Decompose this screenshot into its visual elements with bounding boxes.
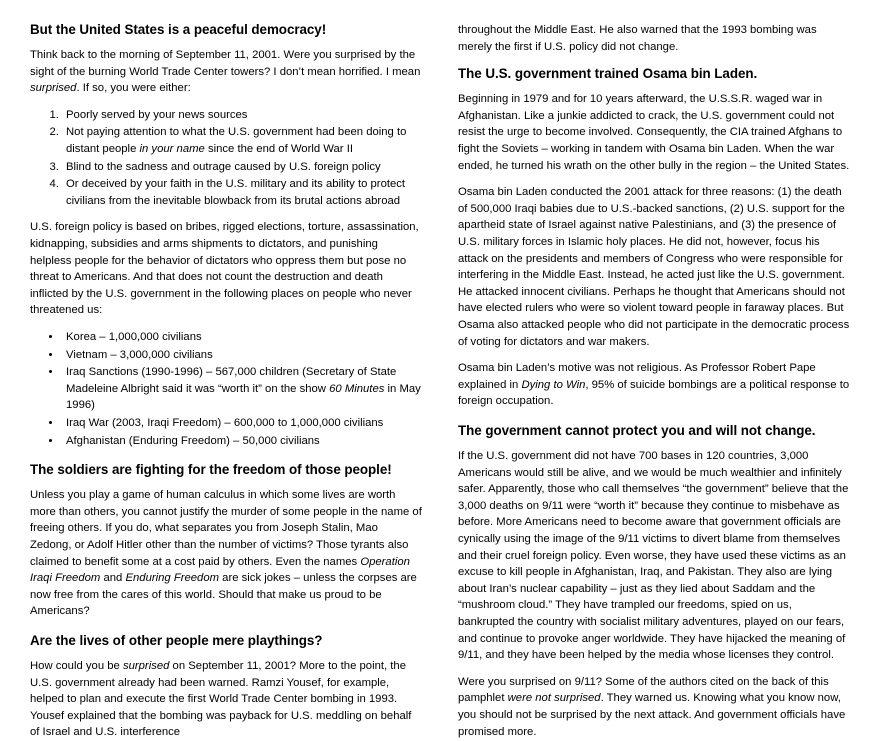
list-item [62, 364, 422, 414]
emphasis-surprised-2: surprised [122, 660, 170, 673]
paragraph-motive-not-religious [458, 360, 850, 410]
text-segment: . If so, you were either: [76, 82, 191, 95]
heading-peaceful-democracy: But the United States is a peaceful democracy! [30, 22, 327, 37]
text-segment: Think back to the morning of September 11, 2001. Were you surprised by the sight of the burning World Trade Center towers? I don’t mean horrified. I mean [30, 49, 421, 78]
text-segment: and [100, 572, 126, 585]
emphasis-60-minutes: 60 Minutes [329, 382, 385, 395]
text-segment: Not paying attention to what the U.S. government had been doing to distant people [66, 126, 407, 156]
text-segment: Afghanistan (Enduring Freedom) – 50,000 civilians [66, 434, 320, 447]
emphasis-enduring-freedom: Enduring Freedom [125, 572, 220, 585]
text-segment: Or deceived by your faith in the U.S. military and its ability to protect civilians from the inevitable blowback from its brutal actions abroad [66, 178, 406, 207]
paragraph-foreign-policy: U.S. foreign policy is based on bribes, rigged elections, torture, assassination, kidnapping, subsidies and arms shipments to dictators, and punishing helpless people for the behavior of dictators who oppress them but pose no threat to Americans. And that does not count the destruction and death inflicted by the U.S. government in the following places on people who never threatened us: [30, 221, 419, 317]
left-column [30, 22, 422, 739]
list-casualties [30, 329, 422, 449]
paragraph-three-reasons: Osama bin Laden conducted the 2001 attack for three reasons: (1) the death of 500,000 Iraqi babies due to U.S.-backed sanctions, (2) U.S. support for the apartheid state of Israel against native Palestinians, and (3) the presence of U.S. military forces in Islamic holy places. He did not, however, focus his attack on the presidents and members of Congress who were responsible for interfering in the Middle East. Instead, he acted just like the U.S. government. He attacked innocent civilians. Perhaps he thought that Americans should not have elected rulers who were so violent toward people in faraway places. But Osama also attacked people who did not participate in the democratic process of voting for dictators and war makers. [458, 186, 850, 348]
emphasis-operation-iraqi-freedom: Operation Iraqi Freedom [30, 555, 410, 585]
emphasis-were-not-surprised: were not surprised [507, 692, 601, 705]
list-item [62, 159, 422, 176]
text-segment: in May 1996) [66, 382, 421, 412]
heading-trained-bin-laden: The U.S. government trained Osama bin Laden. [458, 66, 758, 82]
text-segment: Iraq Sanctions (1990-1996) – 567,000 children (Secretary of State Madeleine Albright said it was “worth it” on the show [66, 366, 397, 395]
text-segment: How could you be [30, 660, 123, 673]
text-segment: Korea – 1,000,000 civilians [66, 330, 202, 343]
paragraph-middle-east-continued: throughout the Middle East. He also warned that the 1993 bombing was merely the first if U.S. policy did not change. [458, 24, 817, 53]
text-segment: Were you surprised on 9/11? Some of the authors cited on the back of this pamphlet [458, 675, 829, 705]
text-segment: Poorly served by your news sources [66, 108, 248, 121]
paragraph-soviet-afghanistan: Beginning in 1979 and for 10 years afterward, the U.S.S.R. waged war in Afghanistan. Like a junkie addicted to crack, the U.S. government could not resist the urge to become involved. Consequently, the CIA trained Afghans to fight the Soviets – working in tandem with Osama bin Laden. When the war ended, he turned his wrath on the other bully in the region – the United States. [458, 93, 850, 172]
text-segment: Unless you play a game of human calculus in which some lives are worth more than others, you cannot justify the murder of some people in the name of freeing others. If you do, what separates you from Joseph Stalin, Mao Zedong, or Adolf Hitler other than the number of victims? Those tyrants also claimed to benefit some at a cost paid by others. Even the names [30, 489, 422, 568]
list-item [62, 176, 422, 209]
text-segment: Vietnam – 3,000,000 civilians [66, 348, 213, 361]
list-item [62, 433, 422, 450]
list-item [62, 329, 422, 346]
heading-soldiers-freedom: The soldiers are fighting for the freedom of those people! [30, 462, 392, 478]
heading-cannot-protect: The government cannot protect you and will not change. [458, 422, 816, 438]
list-item [62, 124, 422, 157]
list-reasons-either [30, 107, 422, 210]
paragraph-were-you-surprised [458, 674, 850, 740]
right-column [458, 22, 850, 738]
paragraph-yousef-warning [30, 658, 422, 741]
text-segment: since the end of World War II [204, 143, 353, 156]
text-segment: Iraq War (2003, Iraqi Freedom) – 600,000 to 1,000,000 civilians [66, 416, 384, 429]
text-segment: on September 11, 2001? More to the point, the U.S. government already had been warned. Ramzi Yousef, for example, helped to plan and execute the first World Trade Center bombing in 1993. Yousef explained that the bombing was payback for U.S. meddling on behalf of Israel and U.S. interference [30, 660, 412, 739]
emphasis-surprised: surprised [30, 82, 77, 95]
list-item [62, 415, 422, 432]
paragraph-think-back [30, 47, 422, 97]
paragraph-human-calculus [30, 487, 422, 620]
text-segment: are sick jokes – unless the corpses are now free from the cares of this world. Should that make us proud to be Americans? [30, 572, 417, 618]
list-item [62, 107, 422, 124]
paragraph-700-bases: If the U.S. government did not have 700 bases in 120 countries, 3,000 Americans would still be alive, and we would be much wealthier and infinitely safer. Apparently, those who call themselves “the government” believe that the 3,000 deaths on 9/11 were “worth it” because they continue to misbehave as before. More Americans need to become aware that government officials are cynically using the image of the 9/11 victims to divert blame from themselves and their cruel foreign policy. Even worse, they have used these victims as an excuse to kill people in Afghanistan, Iraq, and Pakistan. They also are lying about Iran’s nuclear capability – just as they lied about Saddam and the “mushroom cloud.” They have trampled our freedoms, spied on us, bankrupted the country with socialist military adventures, played on our fears, and continue to provoke anger worldwide. They have hijacked the meaning of 9/11, and they have been helped by the media whose licenses they control. [458, 450, 849, 662]
text-segment: , 95% of suicide bombings are a political response to foreign occupation. [458, 378, 850, 408]
text-segment: Blind to the sadness and outrage caused by U.S. foreign policy [66, 160, 381, 173]
heading-lives-playthings: Are the lives of other people mere playthings? [30, 632, 323, 648]
text-segment: . They warned us. Knowing what you know now, you should not be surprised by the next attack. And government officials have promised more. [458, 692, 846, 738]
emphasis-in-your-name: in your name [139, 143, 205, 156]
list-item [62, 347, 422, 364]
emphasis-dying-to-win: Dying to Win [521, 378, 586, 391]
text-segment: Osama bin Laden’s motive was not religious. As Professor Robert Pape explained in [458, 362, 816, 391]
